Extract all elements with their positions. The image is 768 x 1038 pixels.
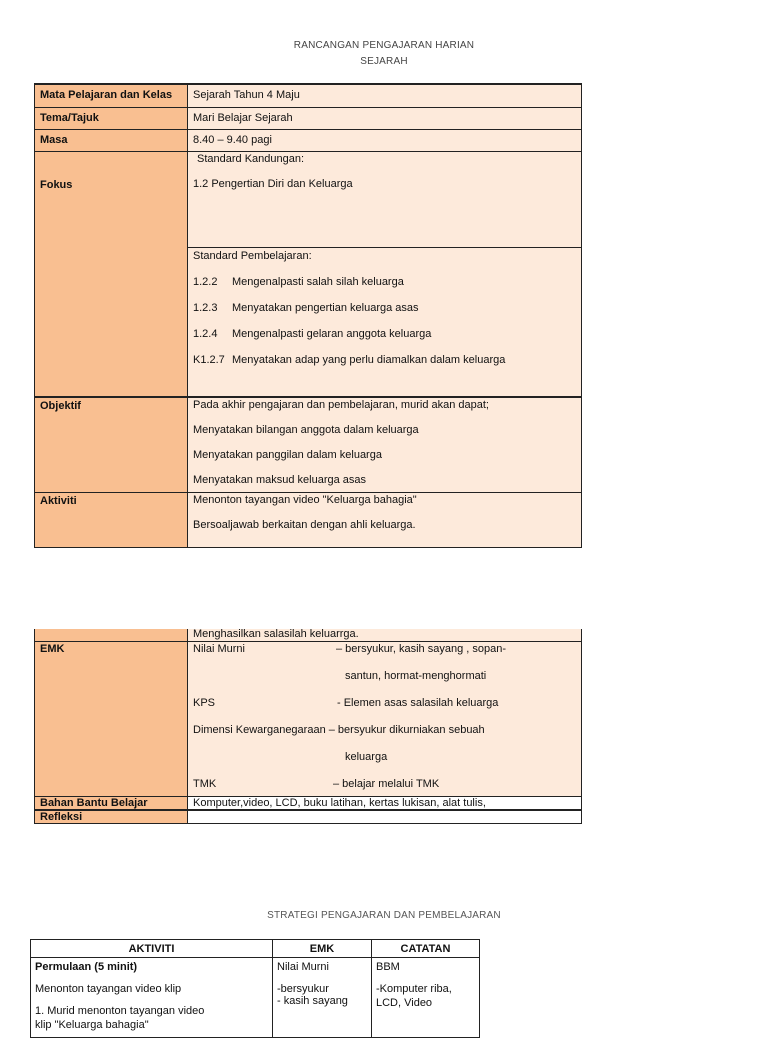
emk-tmk-label: TMK [193,777,217,790]
header-aktiviti: AKTIVITI [31,940,273,958]
row-masa [35,129,582,151]
value-masa: 8.40 – 9.40 pagi [188,129,582,151]
emk-kps-label: KPS [193,696,216,709]
standard-kandungan-item: 1.2 Pengertian Diri dan Keluarga [193,177,353,190]
objektif-item: Menyatakan bilangan anggota dalam keluarga [193,424,419,436]
document-subject: SEJARAH [360,56,408,67]
header-emk: EMK [273,940,372,958]
label-emk: EMK [35,641,188,796]
value-carryover: Menghasilkan salasilah keluarrga. [188,629,582,641]
objektif-item: Menyatakan maksud keluarga asas [193,474,367,486]
emk-dimensi-cont: keluarga [345,750,388,763]
sp-item: 1.2.4 Mengenalpasti gelaran anggota keluarga [193,327,432,340]
value-refleksi [188,810,582,824]
emk-nilai-value: – bersyukur, kasih sayang , sopan- [336,642,506,655]
value-standard-kandungan [188,151,582,247]
label-refleksi: Refleksi [35,810,188,824]
aktiviti-line: klip "Keluarga bahagia" [35,1019,149,1031]
value-aktiviti [188,492,582,547]
sp-item: 1.2.3 Menyatakan pengertian keluarga asas [193,301,419,314]
catatan-line: LCD, Video [376,997,433,1009]
label-carryover [35,629,188,641]
row-carryover [35,629,582,641]
strategi-header-row [31,940,480,958]
label-masa: Masa [35,129,188,151]
emk-line: - kasih sayang [277,995,348,1007]
emk-nilai-value-cont: santun, hormat-menghormati [345,669,487,682]
catatan-line: BBM [376,961,400,973]
row-objektif [35,397,582,492]
value-bahan-bantu: Komputer,video, LCD, buku latihan, kertas lukisan, alat tulis, [188,796,582,810]
sp-item: K1.2.7 Menyatakan adap yang perlu diamalkan dalam keluarga [193,353,506,366]
standard-kandungan-title: Standard Kandungan: [197,152,305,165]
strategi-catatan-cell [372,958,480,1038]
objektif-intro: Pada akhir pengajaran dan pembelajaran, murid akan dapat; [193,399,489,411]
aktiviti-line: 1. Murid menonton tayangan video [35,1005,205,1017]
row-mata-pelajaran [35,84,582,107]
emk-nilai-label: Nilai Murni [193,642,245,655]
row-bahan-bantu [35,796,582,810]
row-refleksi [35,810,582,824]
label-aktiviti: Aktiviti [35,492,188,547]
strategi-title: STRATEGI PENGAJARAN DAN PEMBELAJARAN [267,910,501,921]
value-mata-pelajaran: Sejarah Tahun 4 Maju [188,84,582,107]
label-fokus: Fokus [35,151,188,397]
strategi-aktiviti-cell [31,958,273,1038]
label-objektif: Objektif [35,397,188,492]
rph-table-continued [34,629,582,824]
header-catatan: CATATAN [372,940,480,958]
emk-dimensi: Dimensi Kewarganegaraan – bersyukur dikurniakan sebuah [193,723,485,736]
value-emk [188,641,582,796]
standard-pembelajaran-title: Standard Pembelajaran: [193,249,312,262]
strategi-row [31,958,480,1038]
catatan-line: -Komputer riba, [376,983,452,995]
row-aktiviti [35,492,582,547]
strategi-table [30,939,480,1038]
rph-table [34,83,582,548]
emk-line: Nilai Murni [277,961,329,973]
label-tema: Tema/Tajuk [35,107,188,129]
label-bahan-bantu: Bahan Bantu Belajar [35,796,188,810]
emk-line: -bersyukur [277,983,329,995]
aktiviti-line: Menonton tayangan video klip [35,983,182,995]
document-title: RANCANGAN PENGAJARAN HARIAN [293,40,475,51]
row-tema [35,107,582,129]
label-mata-pelajaran: Mata Pelajaran dan Kelas [35,84,188,107]
objektif-item: Menyatakan panggilan dalam keluarga [193,449,382,461]
emk-kps-value: - Elemen asas salasilah keluarga [337,696,499,709]
value-standard-pembelajaran [188,247,582,397]
value-objektif [188,397,582,492]
value-tema: Mari Belajar Sejarah [188,107,582,129]
aktiviti-item: Menonton tayangan video "Keluarga bahagia" [193,493,417,506]
aktiviti-item: Bersoaljawab berkaitan dengan ahli keluarga. [193,518,416,531]
row-fokus-kandungan [35,151,582,247]
strategi-emk-cell [273,958,372,1038]
aktiviti-phase-title: Permulaan (5 minit) [35,961,138,973]
row-emk [35,641,582,796]
emk-tmk-value: – belajar melalui TMK [333,777,440,790]
sp-item: 1.2.2 Mengenalpasti salah silah keluarga [193,275,404,288]
